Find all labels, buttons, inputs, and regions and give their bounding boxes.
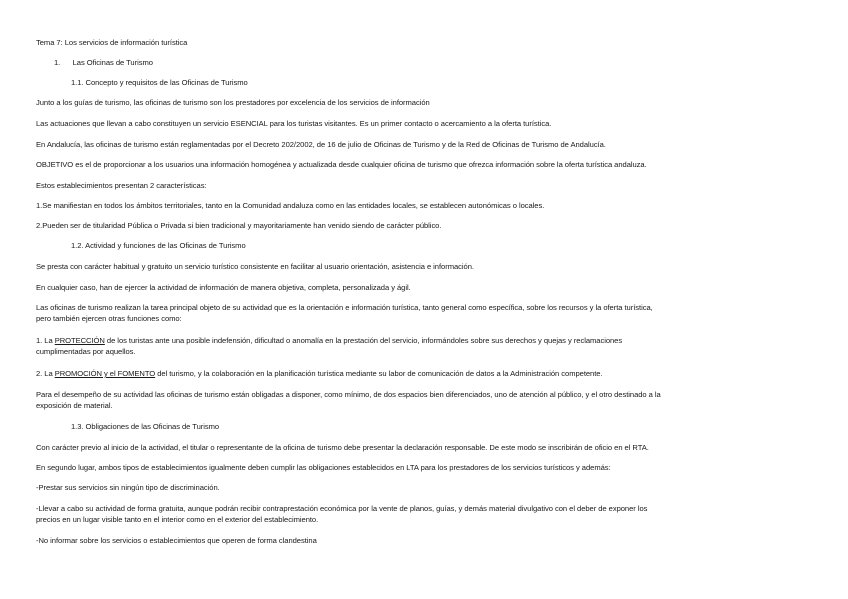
list-item-promocion	[36, 369, 603, 379]
list-item-text: de los turistas ante una posible indefensión, dificultad o anomalía en la prestación del servicio, informándoles sobre sus derechos y quejas y reclamaciones	[104, 336, 623, 345]
paragraph-continuation: exposición de material.	[36, 401, 113, 410]
list-item: 1.Se manifiestan en todos los ámbitos territoriales, tanto en la Comunidad andaluza como en las entidades locales, se establecen autonómicas o locales.	[36, 201, 545, 210]
paragraph: Con carácter previo al inicio de la actividad, el titular o representante de la oficina de turismo debe presentar la declaración responsable. De este modo se inscribirán de oficio en el RTA.	[36, 443, 649, 452]
paragraph: Para el desempeño de su actividad las oficinas de turismo están obligadas a disponer, como mínimo, de dos espacios bien diferenciados, uno de atención al público, y el otro destinado a la	[36, 390, 661, 399]
paragraph-continuation: pero también ejercen otras funciones como:	[36, 314, 182, 323]
document-title: Tema 7: Los servicios de información turística	[36, 38, 188, 47]
list-item-continuation: cumplimentadas por aquellos.	[36, 347, 136, 356]
paragraph: OBJETIVO es el de proporcionar a los usuarios una información homogénea y actualizada desde cualquier oficina de turismo que ofrezca información sobre la oferta turística andaluza.	[36, 160, 647, 169]
list-item: -No informar sobre los servicios o establecimientos que operen de forma clandestina	[36, 536, 317, 545]
paragraph: Estos establecimientos presentan 2 características:	[36, 181, 207, 190]
underlined-term: PROTECCIÓN	[54, 336, 105, 345]
paragraph: En Andalucía, las oficinas de turismo están reglamentadas por el Decreto 202/2002, de 16 de julio de Oficinas de Turismo y de la Red de Oficinas de Turismo de Andalucía.	[36, 140, 606, 149]
subsection-heading-concepto: 1.1. Concepto y requisitos de las Oficinas de Turismo	[71, 78, 248, 87]
list-item: -Prestar sus servicios sin ningún tipo de discriminación.	[36, 483, 220, 492]
list-item: -Llevar a cabo su actividad de forma gratuita, aunque podrán recibir contraprestación económica por la vente de planos, guías, y demás material divulgativo con el deber de exponer los	[36, 504, 648, 513]
subsection-heading-obligaciones: 1.3. Obligaciones de las Oficinas de Turismo	[71, 422, 220, 431]
subsection-heading-actividad: 1.2. Actividad y funciones de las Oficinas de Turismo	[71, 241, 246, 250]
list-item-text: del turismo, y la colaboración en la planificación turística mediante su labor de comunicación de datos a la Administración competente.	[155, 369, 603, 378]
paragraph: Las oficinas de turismo realizan la tarea principal objeto de su actividad que es la orientación e información turística, tanto general como específica, sobre los recursos y la oferta turística,	[36, 303, 653, 312]
list-item-prefix: 1. La	[36, 336, 55, 345]
paragraph: En cualquier caso, han de ejercer la actividad de información de manera objetiva, completa, personalizada y ágil.	[36, 283, 411, 292]
list-item-prefix: 2. La	[36, 369, 55, 378]
paragraph: Junto a los guías de turismo, las oficinas de turismo son los prestadores por excelencia de los servicios de información	[36, 98, 430, 107]
paragraph: Las actuaciones que llevan a cabo constituyen un servicio ESENCIAL para los turistas visitantes. Es un primer contacto o acercamiento a la oferta turística.	[36, 119, 552, 128]
paragraph: Se presta con carácter habitual y gratuito un servicio turístico consistente en facilitar al usuario orientación, asistencia e información.	[36, 262, 474, 271]
paragraph: En segundo lugar, ambos tipos de establecimientos igualmente deben cumplir las obligaciones establecidos en LTA para los prestadores de los servicios turísticos y además:	[36, 463, 611, 472]
underlined-term: PROMOCIÓN y el FOMENTO	[54, 369, 156, 378]
list-item-proteccion	[36, 336, 622, 346]
list-item-continuation: precios en un lugar visible tanto en el interior como en el exterior del establecimiento.	[36, 515, 319, 524]
list-item: 2.Pueden ser de titularidad Pública o Privada si bien tradicional y mayoritariamente han venido siendo de carácter público.	[36, 221, 442, 230]
section-heading-oficinas: 1. Las Oficinas de Turismo	[54, 58, 153, 67]
